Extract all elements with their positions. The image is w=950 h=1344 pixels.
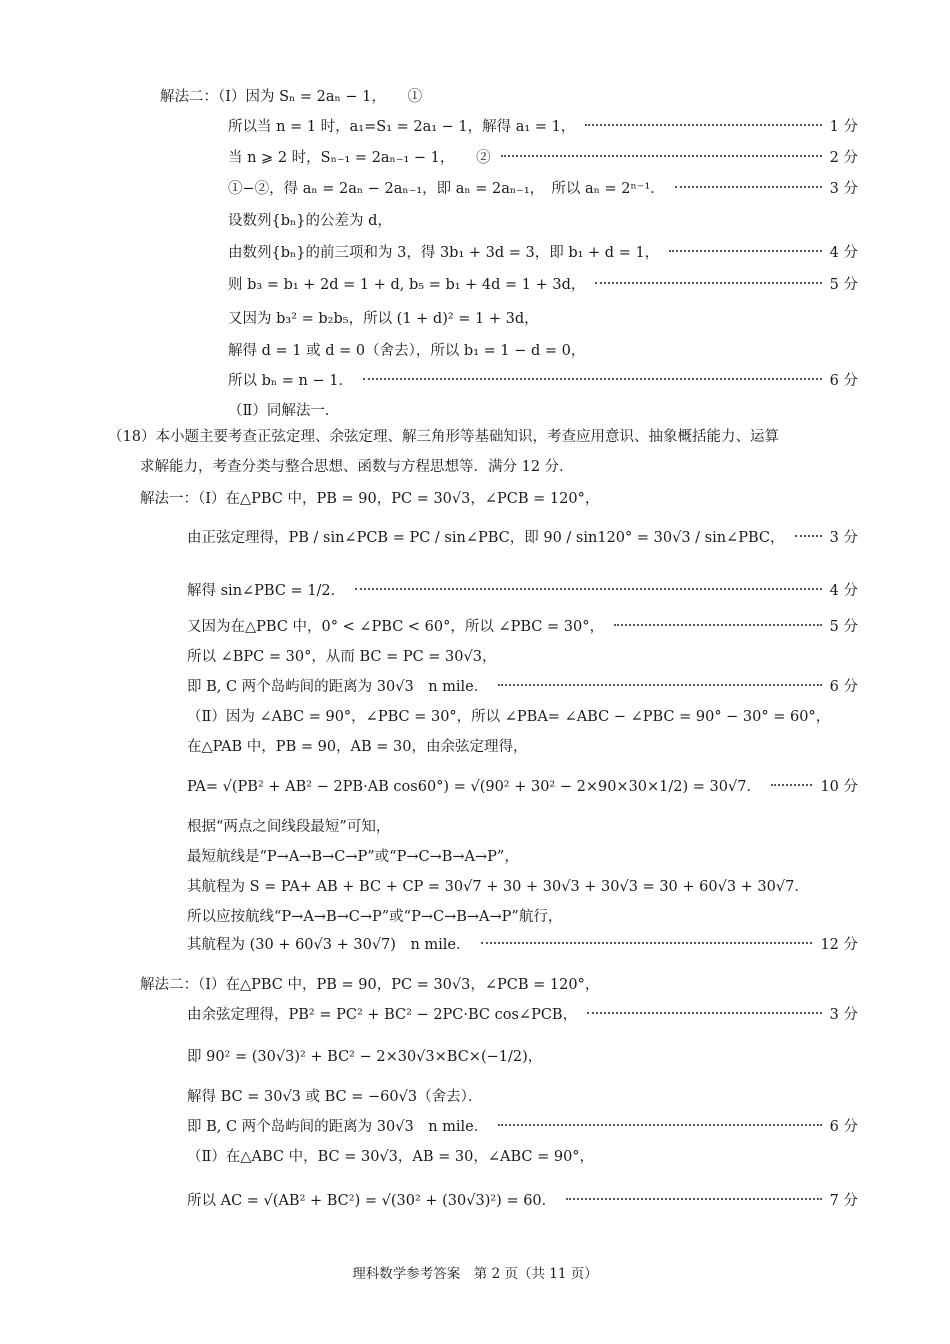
line-text: （Ⅱ）因为 ∠ABC = 90°，∠PBC = 30°，所以 ∠PBA= ∠ABC − ∠PBC = 90° − 30° = 60°，	[187, 709, 831, 725]
line-text: 其航程为 S = PA+ AB + BC + CP = 30√7 + 30 + 30√3 + 30√3 = 30 + 60√3 + 30√7．	[187, 879, 809, 895]
solution-line	[0, 812, 950, 842]
solution-line	[0, 206, 950, 236]
line-text: 其航程为 (30 + 60√3 + 30√7) n mile．	[187, 937, 471, 953]
solution-line	[0, 1000, 950, 1030]
line-text: 解法一：（Ⅰ）在△PBC 中，PB = 90，PC = 30√3，∠PCB = 120°，	[140, 491, 600, 507]
line-text: ①−②，得 aₙ = 2aₙ − 2aₙ₋₁，即 aₙ = 2aₙ₋₁， 所以 aₙ = 2ⁿ⁻¹．	[228, 181, 665, 197]
score-mark: 6 分	[829, 679, 858, 695]
solution-line	[0, 1112, 950, 1142]
line-text: （Ⅱ）在△ABC 中，BC = 30√3，AB = 30，∠ABC = 90°，	[187, 1149, 595, 1165]
dot-leader	[669, 250, 821, 252]
solution-line	[0, 513, 950, 563]
dot-leader	[585, 124, 821, 126]
dot-leader	[481, 942, 813, 944]
solution-line	[0, 970, 950, 1000]
solution-line	[0, 484, 950, 514]
dot-leader	[363, 378, 822, 380]
dot-leader	[501, 155, 822, 157]
solution-line	[0, 1032, 950, 1082]
dot-leader	[587, 1012, 822, 1014]
line-text: 所以当 n = 1 时，a₁=S₁ = 2a₁ − 1，解得 a₁ = 1，	[228, 119, 576, 135]
dot-leader	[675, 186, 822, 188]
line-text: （Ⅱ）同解法一．	[228, 403, 340, 419]
score-mark: 6 分	[829, 373, 858, 389]
line-text: 所以 bₙ = n − 1．	[228, 373, 353, 389]
score-mark: 10 分	[820, 779, 858, 795]
solution-line	[0, 143, 950, 173]
line-text: 在△PAB 中，PB = 90，AB = 30，由余弦定理得，	[187, 739, 528, 755]
solution-line	[0, 304, 950, 334]
line-text: 又因为 b₃² = b₂b₅，所以 (1 + d)² = 1 + 3d，	[228, 311, 539, 327]
solution-line	[0, 732, 950, 762]
score-mark: 12 分	[820, 937, 858, 953]
solution-line	[0, 270, 950, 300]
score-mark: 7 分	[829, 1193, 858, 1209]
dot-leader	[498, 1124, 821, 1126]
dot-leader	[566, 1198, 822, 1200]
line-text: 所以 AC = √(AB² + BC²) = √(30² + (30√3)²) = 60．	[187, 1193, 557, 1209]
solution-line	[0, 82, 950, 112]
line-text: 最短航线是“P→A→B→C→P”或“P→C→B→A→P”，	[187, 849, 519, 865]
solution-line	[0, 174, 950, 204]
dot-leader	[355, 588, 822, 590]
line-text: 设数列{bₙ}的公差为 d，	[228, 213, 392, 229]
solution-line	[0, 366, 950, 396]
solution-line	[0, 1176, 950, 1226]
solution-line	[0, 112, 950, 142]
solution-line	[0, 672, 950, 702]
score-mark: 5 分	[829, 619, 858, 635]
line-text: 即 B, C 两个岛屿间的距离为 30√3 n mile．	[187, 679, 489, 695]
line-text: （18）本小题主要考查正弦定理、余弦定理、解三角形等基础知识，考查应用意识、抽象概括能力、运算	[108, 429, 779, 445]
score-mark: 4 分	[829, 583, 858, 599]
solution-line	[0, 238, 950, 268]
solution-line	[0, 1142, 950, 1172]
solution-line	[0, 452, 950, 482]
page-footer: 理科数学参考答案 第 2 页（共 11 页）	[352, 1266, 598, 1282]
line-text: 解法二：（Ⅰ）因为 Sₙ = 2aₙ − 1， ①	[160, 89, 423, 105]
line-text: 根据“两点之间线段最短”可知，	[187, 819, 391, 835]
solution-line	[0, 930, 950, 960]
dot-leader	[498, 684, 821, 686]
solution-line	[0, 872, 950, 902]
solution-line	[0, 612, 950, 642]
solution-line	[0, 336, 950, 366]
line-text: 解得 BC = 30√3 或 BC = −60√3（舍去）．	[187, 1089, 483, 1105]
line-text: 即 90² = (30√3)² + BC² − 2×30√3×BC×(−1/2)，	[187, 1049, 543, 1065]
score-mark: 3 分	[829, 181, 858, 197]
score-mark: 4 分	[829, 245, 858, 261]
line-text: 求解能力，考查分类与整合思想、函数与方程思想等．满分 12 分．	[140, 459, 574, 475]
dot-leader	[614, 624, 822, 626]
line-text: 即 B, C 两个岛屿间的距离为 30√3 n mile．	[187, 1119, 489, 1135]
line-text: 当 n ⩾ 2 时，Sₙ₋₁ = 2aₙ₋₁ − 1， ②	[228, 150, 491, 166]
score-mark: 3 分	[829, 530, 858, 546]
line-text: 由正弦定理得，PB / sin∠PCB = PC / sin∠PBC，即 90 / sin120° = 30√3 / sin∠PBC，	[187, 530, 785, 546]
line-text: 所以 ∠BPC = 30°，从而 BC = PC = 30√3，	[187, 649, 497, 665]
score-mark: 2 分	[829, 150, 858, 166]
solution-line	[0, 1082, 950, 1112]
solution-line	[0, 642, 950, 672]
solution-line	[0, 842, 950, 872]
line-text: 解得 d = 1 或 d = 0（舍去），所以 b₁ = 1 − d = 0，	[228, 343, 586, 359]
line-text: PA= √(PB² + AB² − 2PB·AB cos60°) = √(90² + 30² − 2×90×30×1/2) = 30√7．	[187, 779, 761, 795]
solution-line	[0, 762, 950, 812]
solution-line	[0, 422, 950, 452]
line-text: 解法二：（Ⅰ）在△PBC 中，PB = 90，PC = 30√3，∠PCB = 120°，	[140, 977, 600, 993]
solution-line	[0, 566, 950, 616]
dot-leader	[771, 784, 812, 786]
dot-leader	[595, 282, 821, 284]
solution-line	[0, 702, 950, 732]
score-mark: 3 分	[829, 1007, 858, 1023]
line-text: 由数列{bₙ}的前三项和为 3，得 3b₁ + 3d = 3，即 b₁ + d = 1，	[228, 245, 660, 261]
score-mark: 1 分	[829, 119, 858, 135]
line-text: 所以应按航线“P→A→B→C→P”或“P→C→B→A→P”航行，	[187, 909, 563, 925]
line-text: 则 b₃ = b₁ + 2d = 1 + d, b₅ = b₁ + 4d = 1 + 3d，	[228, 277, 586, 293]
line-text: 又因为在△PBC 中，0° < ∠PBC < 60°，所以 ∠PBC = 30°，	[187, 619, 604, 635]
solution-line	[0, 902, 950, 932]
line-text: 由余弦定理得，PB² = PC² + BC² − 2PC·BC cos∠PCB，	[187, 1007, 578, 1023]
line-text: 解得 sin∠PBC = 1/2．	[187, 583, 346, 599]
dot-leader	[795, 535, 822, 537]
score-mark: 6 分	[829, 1119, 858, 1135]
score-mark: 5 分	[829, 277, 858, 293]
